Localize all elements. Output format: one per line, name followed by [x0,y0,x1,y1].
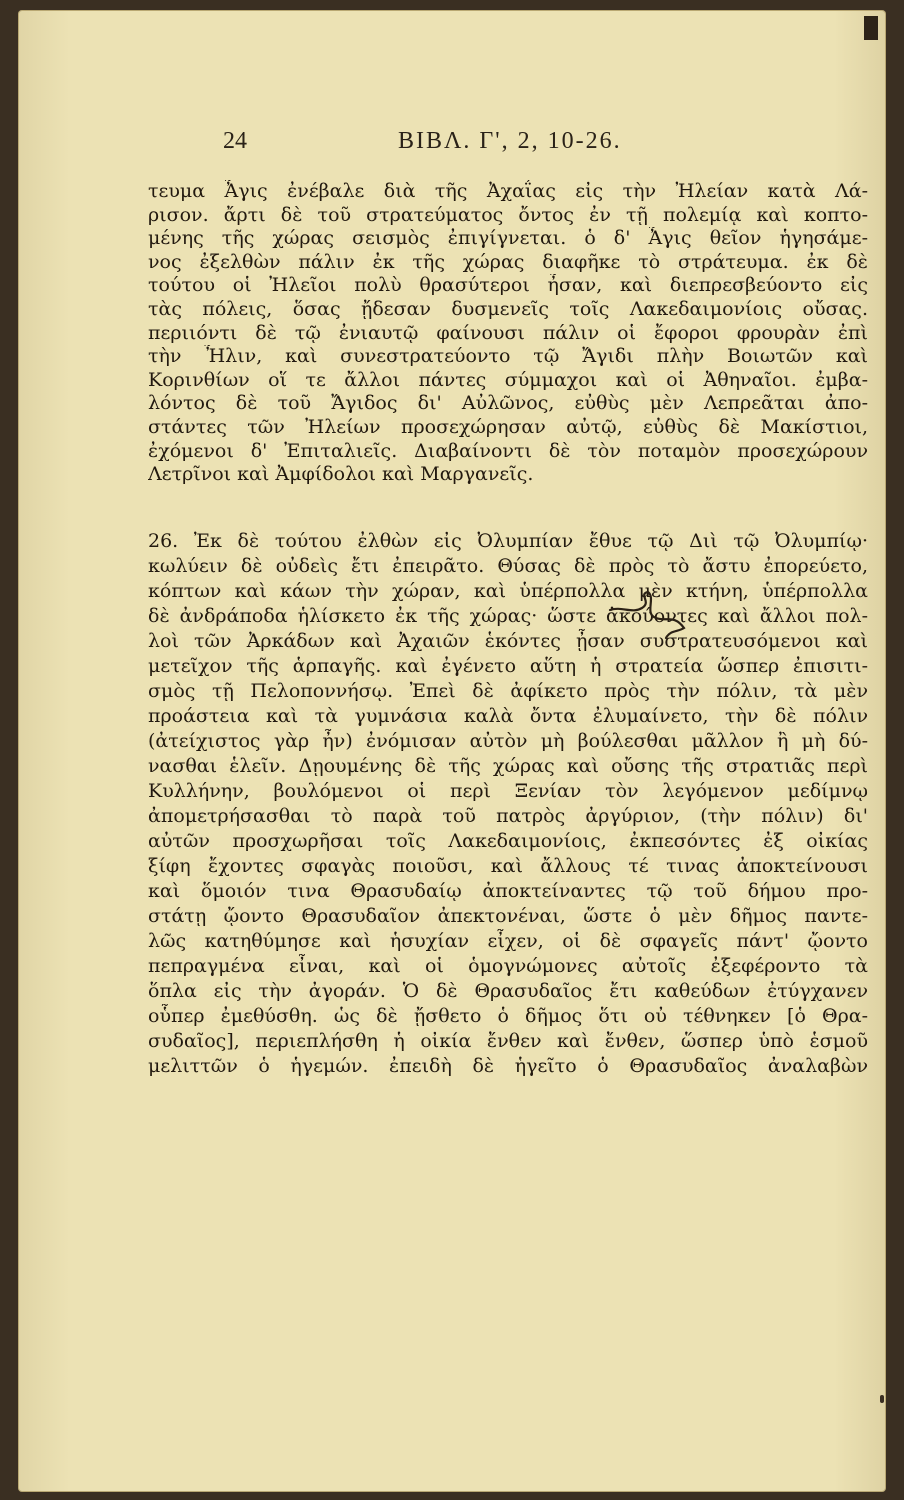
text-line: νος ἐξελθὼν πάλιν ἐκ τῆς χώρας διαφῆκε τὸ στράτευμα. ἐκ δὲ [148,250,868,273]
text-line: κωλύειν δὲ οὐδεὶς ἔτι ἐπειρᾶτο. Θύσας δὲ πρὸς τὸ ἄστυ ἐπορεύετο, [148,554,868,577]
text-line: ξίφη ἔχοντες σφαγὰς ποιοῦσι, καὶ ἄλλους τέ τινας ἀποκτείνουσι [148,854,868,877]
text-line: λόντος δὲ τοῦ Ἄγιδος δι' Αὐλῶνος, εὐθὺς μὲν Λεπρεᾶται ἀπο- [148,392,868,415]
text-line: σμὸς τῇ Πελοποννήσῳ. Ἐπεὶ δὲ ἀφίκετο πρὸς τὴν πόλιν, τὰ μὲν [148,679,868,702]
text-line: μένης τῆς χώρας σεισμὸς ἐπιγίγνεται. ὁ δ' Ἆγις θεῖον ἡγησάμε- [148,227,868,250]
page-header [18,120,886,170]
paragraph-2 [148,529,868,1079]
text-line: αὐτῶν προσχωρῆσαι τοῖς Λακεδαιμονίοις, ἐκπεσόντες ἐξ οἰκίας [148,829,868,852]
text-line: ρισον. ἄρτι δὲ τοῦ στρατεύματος ὄντος ἐν τῇ πολεμίᾳ καὶ κοπτο- [148,203,868,226]
text-line: οὗπερ ἐμεθύσθη. ὡς δὲ ᾔσθετο ὁ δῆμος ὅτι οὐ τέθνηκεν [ὁ Θρα- [148,1004,868,1027]
paragraph-gap [148,487,868,529]
text-line: μετεῖχον τῆς ἁρπαγῆς. καὶ ἐγένετο αὕτη ἡ στρατεία ὥσπερ ἐπισιτι- [148,654,868,677]
text-line: Κορινθίων οἵ τε ἄλλοι πάντες σύμμαχοι καὶ οἱ Ἀθηναῖοι. ἐμβα- [148,368,868,391]
text-line: τὰς πόλεις, ὅσας ᾔδεσαν δυσμενεῖς τοῖς Λακεδαιμονίοις οὔσας. [148,297,868,320]
paragraph-1 [148,180,868,487]
text-line: τούτου οἱ Ἠλεῖοι πολὺ θρασύτεροι ἦσαν, καὶ διεπρεσβεύοντο εἰς [148,274,868,297]
corner-mark [864,16,878,40]
text-line: συδαῖος], περιεπλήσθη ἡ οἰκία ἔνθεν καὶ ἔνθεν, ὥσπερ ὑπὸ ἑσμοῦ [148,1029,868,1052]
text-line: μελιττῶν ὁ ἡγεμών. ἐπειδὴ δὲ ἡγεῖτο ὁ Θρασυδαῖος ἀναλαβὼν [148,1054,868,1077]
text-line: Λετρῖνοι καὶ Ἀμφίδολοι καὶ Μαργανεῖς. [148,463,534,486]
text-line: τευμα Ἆγις ἐνέβαλε διὰ τῆς Ἀχαΐας εἰς τὴν Ἠλείαν κατὰ Λά- [148,180,868,202]
running-head: ΒΙΒΛ. Γ', 2, 10-26. [398,128,622,154]
text-line: ἐχόμενοι δ' Ἐπιταλιεῖς. Διαβαίνοντι δὲ τὸν ποταμὸν προσεχώρουν [148,439,868,462]
text-line: δὲ ἀνδράποδα ἡλίσκετο ἐκ τῆς χώρας· ὥστε ἀκούοντες καὶ ἄλλοι πολ- [148,604,868,627]
text-line: (ἀτείχιστος γὰρ ἦν) ἐνόμισαν αὐτὸν μὴ βούλεσθαι μᾶλλον ἢ μὴ δύ- [148,729,868,752]
text-line: καὶ ὅμοιόν τινα Θρασυδαίῳ ἀποκτείναντες τῷ τοῦ δήμου προ- [148,879,868,902]
section-start-line: 26. Ἐκ δὲ τούτου ἐλθὼν εἰς Ὀλυμπίαν ἔθυε τῷ Διὶ τῷ Ὀλυμπίῳ· [148,529,868,552]
text-line: ὅπλα εἰς τὴν ἀγοράν. Ὁ δὲ Θρασυδαῖος ἔτι καθεύδων ἐτύγχανεν [148,979,868,1002]
text-line: τὴν Ἦλιν, καὶ συνεστρατεύοντο τῷ Ἄγιδι πλὴν Βοιωτῶν καὶ [148,345,868,368]
page-number: 24 [223,128,247,154]
text-line: κόπτων καὶ κάων τὴν χώραν, καὶ ὑπέρπολλα μὲν κτήνη, ὑπέρπολλα [148,579,868,602]
text-line: λοὶ τῶν Ἀρκάδων καὶ Ἀχαιῶν ἑκόντες ᾖσαν συστρατευσόμενοι καὶ [148,629,868,652]
text-line: πεπραγμένα εἶναι, καὶ οἱ ὁμογνώμονες αὐτοῖς ἐξεφέροντο τὰ [148,954,868,977]
margin-mark [880,1395,884,1403]
text-line: ἀπομετρήσασθαι τὸ παρὰ τοῦ πατρὸς ἀργύριον, (τὴν πόλιν) δι' [148,804,868,827]
text-line: περιιόντι δὲ τῷ ἐνιαυτῷ φαίνουσι πάλιν οἱ ἔφοροι φρουρὰν ἐπὶ [148,321,868,344]
book-page [18,10,886,1492]
body-text [148,180,868,1079]
text-line: προάστεια καὶ τὰ γυμνάσια καλὰ ὄντα ἐλυμαίνετο, τὴν δὲ πόλιν [148,704,868,727]
text-line: νασθαι ἑλεῖν. Δῃουμένης δὲ τῆς χώρας καὶ οὔσης τῆς στρατιᾶς περὶ [148,754,868,777]
text-line: Κυλλήνην, βουλόμενοι οἱ περὶ Ξενίαν τὸν λεγόμενον μεδίμνῳ [148,779,868,802]
handwritten-scribble-mark [608,588,688,643]
text-line: στάτῃ ᾤοντο Θρασυδαῖον ἀπεκτονέναι, ὥστε ὁ μὲν δῆμος παντε- [148,904,868,927]
text-line: λῶς κατηθύμησε καὶ ἡσυχίαν εἶχεν, οἱ δὲ σφαγεῖς πάντ' ᾤοντο [148,929,868,952]
text-line: στάντες τῶν Ἠλείων προσεχώρησαν αὐτῷ, εὐθὺς δὲ Μακίστιοι, [148,415,868,438]
